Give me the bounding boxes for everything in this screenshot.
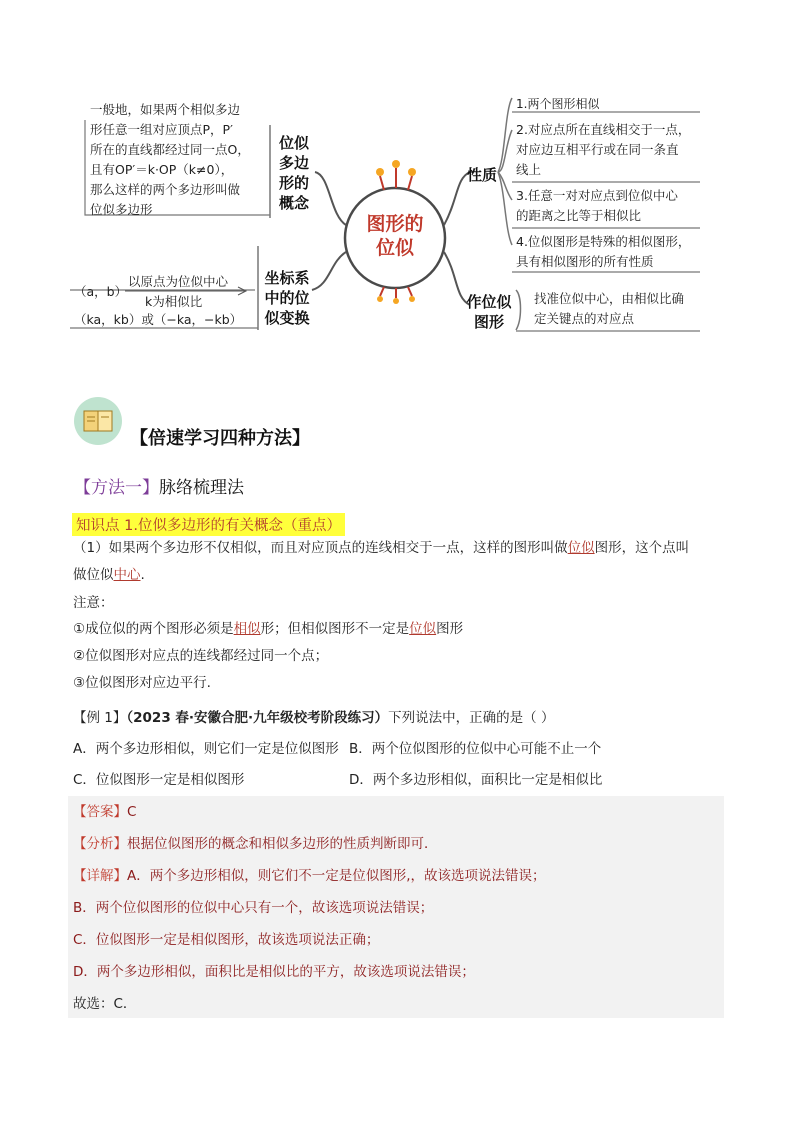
knowledge-point-title: 知识点 1.位似多边形的有关概念（重点） (72, 513, 345, 536)
concept-definition: 一般地，如果两个相似多边 形任意一组对应顶点P，P′ 所在的直线都经过同一点O， 且有OP′＝k·OP（k≠0）， 那么这样的两个多边形叫做 位似多边形 (90, 102, 250, 217)
option-b: B．两个位似图形的位似中心可能不止一个 (349, 741, 602, 757)
node-properties: 性质 (466, 166, 497, 184)
node-construct: 作位似 图形 (466, 293, 512, 331)
note-2: ②位似图形对应点的连线都经过同一个点； (73, 648, 329, 664)
detail-line-a: 【详解】A．两个多边形相似，则它们不一定是位似图形,，故该选项说法错误； (73, 868, 546, 884)
analysis-line: 【分析】根据位似图形的概念和相似多边形的性质判断即可． (73, 836, 438, 852)
property-4: 4.位似图形是特殊的相似图形， 具有相似图形的所有性质 (516, 234, 691, 269)
center-title: 图形的 位似 (366, 213, 424, 259)
coord-pair-image: （ka，kb）或（−ka，−kb） (74, 312, 243, 327)
answer-line: 【答案】C (73, 804, 137, 820)
option-d: D．两个多边形相似，面积比一定是相似比 (349, 772, 603, 788)
section-title: 【倍速学习四种方法】 (130, 428, 310, 449)
example-question: 【例 1】（2023 春·安徽合肥·九年级校考阶段练习）下列说法中，正确的是（ ） (73, 710, 555, 726)
note-1: ①成位似的两个图形必须是相似形；但相似图形不一定是位似图形 (73, 621, 464, 637)
arrow-label-bottom: k为相似比 (145, 294, 203, 309)
mind-map (0, 0, 794, 350)
option-a: A．两个多边形相似，则它们一定是位似图形 (73, 741, 339, 757)
coord-pair-original: （a，b） (74, 284, 128, 299)
property-1: 1.两个图形相似 (516, 97, 600, 111)
arrow-label-top: 以原点为位似中心 (128, 274, 229, 289)
definition-line-2: 做位似中心. (73, 567, 145, 583)
notes-title: 注意： (73, 595, 114, 611)
property-3: 3.任意一对对应点到位似中心 的距离之比等于相似比 (516, 188, 678, 223)
property-2: 2.对应点所在直线相交于一点， 对应边互相平行或在同一条直 线上 (516, 122, 691, 177)
book-icon (74, 397, 122, 445)
detail-line-d: D．两个多边形相似，面积比是相似比的平方，故该选项说法错误； (73, 964, 475, 980)
detail-line-c: C．位似图形一定是相似图形，故该选项说法正确； (73, 932, 380, 948)
option-c: C．位似图形一定是相似图形 (73, 772, 245, 788)
note-3: ③位似图形对应边平行. (73, 675, 211, 691)
conclusion-line: 故选：C． (73, 996, 137, 1012)
node-coordinate-transform: 坐标系 中的位 似变换 (264, 269, 310, 327)
detail-line-b: B．两个位似图形的位似中心只有一个，故该选项说法错误； (73, 900, 434, 916)
method-heading: 【方法一】脉络梳理法 (74, 478, 244, 498)
construct-method: 找准位似中心，由相似比确 定关键点的对应点 (534, 291, 685, 326)
node-concept: 位似 多边 形的 概念 (278, 134, 309, 212)
definition-line-1: （1）如果两个多边形不仅相似，而且对应顶点的连线相交于一点，这样的图形叫做位似图形，这个点叫 (73, 540, 690, 556)
